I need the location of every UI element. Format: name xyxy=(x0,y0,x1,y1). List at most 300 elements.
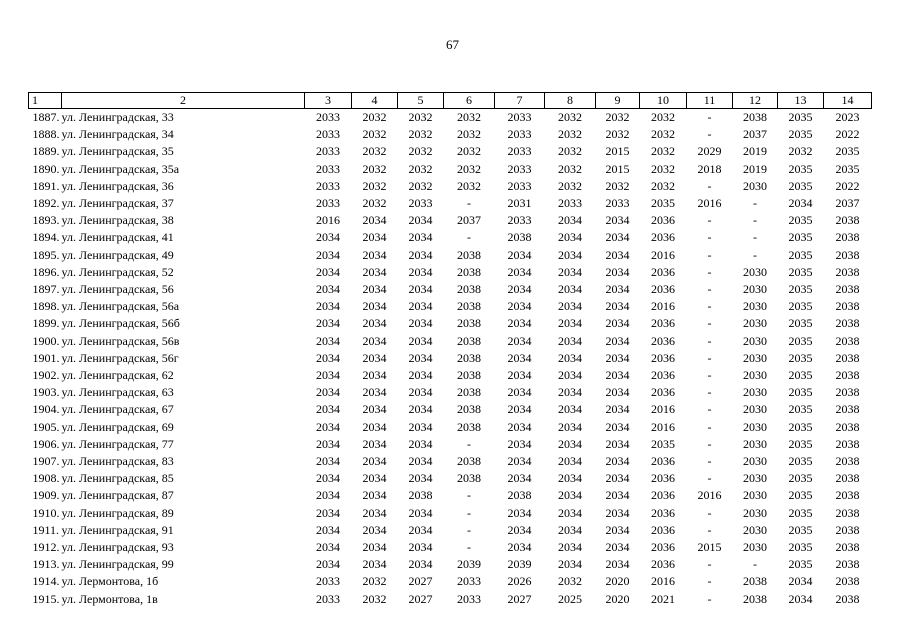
year-cell: 2034 xyxy=(605,230,630,245)
table-row xyxy=(29,350,872,367)
table-row xyxy=(29,505,872,522)
year-cell: 2034 xyxy=(408,213,433,228)
table-row xyxy=(29,247,872,264)
year-cell: 2034 xyxy=(316,488,340,503)
year-cell: 2030 xyxy=(743,540,767,555)
year-cell: 2034 xyxy=(408,247,433,262)
year-cell: 2034 xyxy=(558,419,582,434)
year-cell: 2034 xyxy=(605,264,630,279)
year-cell: - xyxy=(467,196,471,211)
year-cell: 2035 xyxy=(788,127,813,142)
address-cell: ул. Ленинградская, 41 xyxy=(61,230,174,245)
year-cell: 2034 xyxy=(408,436,433,451)
year-cell: 2029 xyxy=(697,144,722,159)
year-cell: - xyxy=(707,299,712,314)
year-cell: - xyxy=(467,488,471,503)
row-number: 1891. xyxy=(32,178,60,193)
table-row xyxy=(29,436,872,453)
year-cell: 2035 xyxy=(788,282,813,297)
year-cell: 2038 xyxy=(835,591,860,606)
table-row xyxy=(29,212,872,229)
year-cell: 2036 xyxy=(651,522,675,537)
year-cell: - xyxy=(707,230,712,245)
year-cell: 2036 xyxy=(651,488,675,503)
year-cell: 2032 xyxy=(408,144,433,159)
year-cell: 2034 xyxy=(408,540,433,555)
year-cell: - xyxy=(707,333,712,348)
year-cell: 2030 xyxy=(743,264,767,279)
year-cell: 2019 xyxy=(743,144,767,159)
header-row xyxy=(29,93,872,109)
address-cell: ул. Ленинградская, 67 xyxy=(61,402,174,417)
year-cell: 2038 xyxy=(835,333,860,348)
year-cell: 2034 xyxy=(605,540,630,555)
row-number: 1888. xyxy=(32,127,60,142)
year-cell: 2020 xyxy=(605,591,630,606)
year-cell: 2035 xyxy=(788,230,813,245)
year-cell: 2032 xyxy=(408,110,433,124)
year-cell: 2032 xyxy=(362,110,387,124)
year-cell: 2034 xyxy=(408,230,433,245)
year-cell: 2033 xyxy=(457,574,481,589)
year-cell: - xyxy=(707,316,712,331)
year-cell: 2038 xyxy=(835,454,860,469)
year-cell: 2036 xyxy=(651,385,675,400)
year-cell: 2016 xyxy=(697,488,722,503)
column-header: 10 xyxy=(640,93,687,109)
year-cell: 2034 xyxy=(408,402,433,417)
year-cell: 2035 xyxy=(788,161,813,176)
year-cell: 2035 xyxy=(788,385,813,400)
year-cell: 2038 xyxy=(457,454,481,469)
year-cell: 2038 xyxy=(457,368,481,383)
year-cell: 2034 xyxy=(316,333,340,348)
year-cell: 2038 xyxy=(457,385,481,400)
year-cell: 2038 xyxy=(408,488,433,503)
year-cell: 2034 xyxy=(788,196,813,211)
year-cell: 2034 xyxy=(605,471,630,486)
year-cell: - xyxy=(753,196,757,211)
year-cell: 2034 xyxy=(316,402,340,417)
year-cell: 2038 xyxy=(835,505,860,520)
year-cell: 2034 xyxy=(605,402,630,417)
row-number: 1894. xyxy=(32,230,60,245)
year-cell: 2036 xyxy=(651,454,675,469)
year-cell: 2018 xyxy=(697,161,722,176)
year-cell: 2030 xyxy=(743,333,767,348)
year-cell: 2038 xyxy=(835,574,860,589)
year-cell: 2036 xyxy=(651,264,675,279)
year-cell: 2035 xyxy=(788,178,813,193)
year-cell: 2025 xyxy=(558,591,582,606)
year-cell: 2038 xyxy=(507,230,532,245)
year-cell: 2036 xyxy=(651,333,675,348)
row-number: 1913. xyxy=(32,557,60,572)
year-cell: 2034 xyxy=(316,540,340,555)
year-cell: 2023 xyxy=(835,110,860,124)
row-number: 1912. xyxy=(32,540,60,555)
year-cell: 2036 xyxy=(651,316,675,331)
year-cell: 2034 xyxy=(316,282,340,297)
table-row xyxy=(29,143,872,160)
year-cell: 2034 xyxy=(558,402,582,417)
column-header: 2 xyxy=(62,93,305,109)
year-cell: 2034 xyxy=(507,471,532,486)
year-cell: 2035 xyxy=(788,522,813,537)
year-cell: 2034 xyxy=(408,454,433,469)
year-cell: 2034 xyxy=(558,540,582,555)
year-cell: 2030 xyxy=(743,522,767,537)
address-cell: ул. Ленинградская, 91 xyxy=(61,522,174,537)
row-number: 1887. xyxy=(32,110,60,124)
year-cell: 2016 xyxy=(651,419,675,434)
year-cell: 2032 xyxy=(605,110,630,124)
year-cell: 2032 xyxy=(558,178,582,193)
table-row xyxy=(29,470,872,487)
year-cell: 2038 xyxy=(457,402,481,417)
row-number: 1910. xyxy=(32,505,60,520)
year-cell: - xyxy=(707,454,712,469)
year-cell: 2035 xyxy=(788,368,813,383)
year-cell: 2033 xyxy=(316,127,340,142)
row-number: 1893. xyxy=(32,213,60,228)
year-cell: 2015 xyxy=(697,540,722,555)
year-cell: 2033 xyxy=(507,178,532,193)
year-cell: 2034 xyxy=(605,488,630,503)
year-cell: 2032 xyxy=(362,591,387,606)
year-cell: 2034 xyxy=(362,333,387,348)
year-cell: 2031 xyxy=(507,196,532,211)
year-cell: 2034 xyxy=(362,247,387,262)
year-cell: - xyxy=(467,230,471,245)
table-row xyxy=(29,384,872,401)
year-cell: 2035 xyxy=(788,213,813,228)
year-cell: 2030 xyxy=(743,368,767,383)
year-cell: - xyxy=(707,282,712,297)
year-cell: 2033 xyxy=(316,178,340,193)
row-number: 1897. xyxy=(32,282,60,297)
column-header: 1 xyxy=(29,93,62,109)
year-cell: 2030 xyxy=(743,402,767,417)
year-cell: - xyxy=(707,522,712,537)
year-cell: 2030 xyxy=(743,436,767,451)
year-cell: 2034 xyxy=(316,522,340,537)
year-cell: 2033 xyxy=(316,591,340,606)
table-row xyxy=(29,298,872,315)
year-cell: - xyxy=(707,436,712,451)
year-cell: 2030 xyxy=(743,350,767,365)
year-cell: 2032 xyxy=(651,161,675,176)
year-cell: 2034 xyxy=(605,436,630,451)
address-cell: ул. Ленинградская, 69 xyxy=(61,419,174,434)
year-cell: 2038 xyxy=(835,488,860,503)
year-cell: 2032 xyxy=(457,110,481,124)
year-cell: 2030 xyxy=(743,454,767,469)
year-cell: 2036 xyxy=(651,368,675,383)
table-row xyxy=(29,573,872,590)
year-cell: 2038 xyxy=(743,574,767,589)
year-cell: 2034 xyxy=(605,213,630,228)
year-cell: 2034 xyxy=(362,454,387,469)
year-cell: 2038 xyxy=(457,299,481,314)
year-cell: 2034 xyxy=(408,557,433,572)
year-cell: 2016 xyxy=(697,196,722,211)
year-cell: 2034 xyxy=(605,350,630,365)
year-cell: 2038 xyxy=(835,402,860,417)
year-cell: 2034 xyxy=(408,368,433,383)
year-cell: 2034 xyxy=(408,385,433,400)
year-cell: 2019 xyxy=(743,161,767,176)
year-cell: 2034 xyxy=(605,419,630,434)
table-row xyxy=(29,161,872,178)
year-cell: 2038 xyxy=(457,350,481,365)
year-cell: 2034 xyxy=(316,230,340,245)
year-cell: 2038 xyxy=(457,419,481,434)
year-cell: 2038 xyxy=(507,488,532,503)
row-number: 1898. xyxy=(32,299,60,314)
year-cell: 2038 xyxy=(835,247,860,262)
year-cell: 2038 xyxy=(835,350,860,365)
year-cell: 2035 xyxy=(788,402,813,417)
year-cell: 2034 xyxy=(362,419,387,434)
table-row xyxy=(29,522,872,539)
year-cell: - xyxy=(707,368,712,383)
year-cell: 2038 xyxy=(835,436,860,451)
year-cell: 2038 xyxy=(835,419,860,434)
year-cell: - xyxy=(707,127,712,142)
year-cell: 2032 xyxy=(651,127,675,142)
year-cell: 2032 xyxy=(558,574,582,589)
page-number: 67 xyxy=(446,37,459,52)
year-cell: 2033 xyxy=(316,574,340,589)
column-header: 11 xyxy=(687,93,733,109)
year-cell: 2034 xyxy=(605,505,630,520)
year-cell: 2034 xyxy=(507,419,532,434)
year-cell: 2034 xyxy=(558,488,582,503)
year-cell: 2036 xyxy=(651,350,675,365)
year-cell: 2016 xyxy=(316,213,340,228)
year-cell: 2035 xyxy=(788,419,813,434)
column-header: 12 xyxy=(733,93,778,109)
address-cell: ул. Ленинградская, 37 xyxy=(61,196,174,211)
year-cell: 2032 xyxy=(457,144,481,159)
year-cell: 2035 xyxy=(788,454,813,469)
year-cell: 2034 xyxy=(362,471,387,486)
year-cell: 2032 xyxy=(605,127,630,142)
year-cell: 2034 xyxy=(507,522,532,537)
year-cell: 2034 xyxy=(362,488,387,503)
year-cell: 2016 xyxy=(651,402,675,417)
year-cell: 2038 xyxy=(835,316,860,331)
year-cell: - xyxy=(707,110,712,124)
address-cell: ул. Лермонтова, 1в xyxy=(61,591,158,606)
year-cell: 2034 xyxy=(605,282,630,297)
year-cell: 2033 xyxy=(316,196,340,211)
address-cell: ул. Ленинградская, 34 xyxy=(61,127,174,142)
row-number: 1903. xyxy=(32,385,60,400)
year-cell: 2034 xyxy=(558,333,582,348)
year-cell: 2038 xyxy=(835,368,860,383)
year-cell: - xyxy=(707,471,712,486)
year-cell: 2030 xyxy=(743,471,767,486)
year-cell: 2035 xyxy=(835,144,860,159)
year-cell: 2030 xyxy=(743,316,767,331)
year-cell: 2034 xyxy=(558,368,582,383)
year-cell: 2020 xyxy=(605,574,630,589)
year-cell: 2034 xyxy=(507,385,532,400)
year-cell: 2034 xyxy=(362,522,387,537)
year-cell: 2034 xyxy=(507,402,532,417)
year-cell: 2034 xyxy=(362,436,387,451)
year-cell: 2034 xyxy=(362,505,387,520)
table-row xyxy=(29,195,872,212)
year-cell: 2034 xyxy=(558,282,582,297)
year-cell: 2032 xyxy=(362,161,387,176)
year-cell: 2034 xyxy=(362,350,387,365)
year-cell: 2038 xyxy=(835,299,860,314)
year-cell: 2032 xyxy=(558,161,582,176)
year-cell: 2034 xyxy=(605,454,630,469)
table-row xyxy=(29,315,872,332)
column-header: 3 xyxy=(305,93,352,109)
year-cell: 2033 xyxy=(507,213,532,228)
address-cell: ул. Ленинградская, 52 xyxy=(61,264,174,279)
year-cell: 2030 xyxy=(743,282,767,297)
year-cell: 2034 xyxy=(558,213,582,228)
table-row xyxy=(29,556,872,573)
year-cell: 2035 xyxy=(835,161,860,176)
year-cell: 2022 xyxy=(835,178,860,193)
year-cell: 2036 xyxy=(651,282,675,297)
year-cell: 2034 xyxy=(362,299,387,314)
table-row xyxy=(29,367,872,384)
year-cell: 2032 xyxy=(362,178,387,193)
year-cell: 2035 xyxy=(651,196,675,211)
row-number: 1906. xyxy=(32,436,60,451)
year-cell: 2034 xyxy=(316,557,340,572)
year-cell: 2034 xyxy=(507,282,532,297)
year-cell: - xyxy=(707,557,712,572)
year-cell: 2034 xyxy=(507,333,532,348)
year-cell: 2035 xyxy=(788,350,813,365)
year-cell: 2032 xyxy=(558,144,582,159)
year-cell: 2036 xyxy=(651,230,675,245)
column-header: 8 xyxy=(545,93,596,109)
year-cell: 2016 xyxy=(651,247,675,262)
column-header: 5 xyxy=(398,93,444,109)
year-cell: - xyxy=(753,213,757,228)
year-cell: 2035 xyxy=(788,247,813,262)
year-cell: 2034 xyxy=(558,299,582,314)
year-cell: 2034 xyxy=(408,316,433,331)
year-cell: 2015 xyxy=(605,144,630,159)
year-cell: 2034 xyxy=(316,419,340,434)
year-cell: 2032 xyxy=(651,178,675,193)
year-cell: - xyxy=(707,264,712,279)
row-number: 1904. xyxy=(32,402,60,417)
year-cell: 2033 xyxy=(507,161,532,176)
address-cell: ул. Ленинградская, 35а xyxy=(61,161,180,176)
year-cell: 2032 xyxy=(362,574,387,589)
year-cell: 2034 xyxy=(362,316,387,331)
year-cell: 2034 xyxy=(558,247,582,262)
address-cell: ул. Ленинградская, 93 xyxy=(61,540,174,555)
year-cell: - xyxy=(753,230,757,245)
year-cell: 2034 xyxy=(316,436,340,451)
column-header: 14 xyxy=(824,93,872,109)
year-cell: 2032 xyxy=(457,178,481,193)
table-row xyxy=(29,539,872,556)
table-row xyxy=(29,333,872,350)
year-cell: 2034 xyxy=(605,368,630,383)
year-cell: 2035 xyxy=(788,436,813,451)
table-row xyxy=(29,126,872,143)
year-cell: 2034 xyxy=(605,557,630,572)
address-cell: ул. Ленинградская, 56в xyxy=(61,333,180,348)
year-cell: - xyxy=(467,540,471,555)
year-cell: - xyxy=(467,505,471,520)
year-cell: 2034 xyxy=(605,299,630,314)
table-row xyxy=(29,487,872,504)
column-header: 7 xyxy=(495,93,545,109)
year-cell: 2034 xyxy=(316,471,340,486)
year-cell: 2034 xyxy=(316,385,340,400)
year-cell: 2034 xyxy=(507,247,532,262)
year-cell: 2015 xyxy=(605,161,630,176)
year-cell: 2036 xyxy=(651,505,675,520)
year-cell: 2027 xyxy=(507,591,532,606)
year-cell: 2035 xyxy=(651,436,675,451)
year-cell: 2035 xyxy=(788,264,813,279)
year-cell: 2030 xyxy=(743,419,767,434)
year-cell: 2038 xyxy=(743,110,767,124)
address-cell: ул. Ленинградская, 85 xyxy=(61,471,174,486)
row-number: 1900. xyxy=(32,333,60,348)
year-cell: 2032 xyxy=(362,196,387,211)
table-body xyxy=(29,109,872,608)
address-cell: ул. Ленинградская, 83 xyxy=(61,454,174,469)
year-cell: 2034 xyxy=(408,264,433,279)
year-cell: 2034 xyxy=(558,230,582,245)
table-row xyxy=(29,229,872,246)
year-cell: 2034 xyxy=(316,247,340,262)
year-cell: 2016 xyxy=(651,574,675,589)
address-cell: ул. Ленинградская, 38 xyxy=(61,213,174,228)
year-cell: 2035 xyxy=(788,488,813,503)
year-cell: 2032 xyxy=(457,127,481,142)
year-cell: 2026 xyxy=(507,574,532,589)
year-cell: 2033 xyxy=(316,110,340,124)
year-cell: - xyxy=(467,522,471,537)
year-cell: 2038 xyxy=(835,213,860,228)
table-row xyxy=(29,109,872,127)
year-cell: 2027 xyxy=(408,591,433,606)
schedule-table xyxy=(28,92,872,608)
year-cell: 2034 xyxy=(558,350,582,365)
year-cell: 2037 xyxy=(835,196,860,211)
address-cell: ул. Ленинградская, 77 xyxy=(61,436,174,451)
year-cell: 2033 xyxy=(408,196,433,211)
year-cell: - xyxy=(707,419,712,434)
year-cell: 2037 xyxy=(743,127,767,142)
year-cell: - xyxy=(707,213,712,228)
year-cell: 2038 xyxy=(835,282,860,297)
row-number: 1899. xyxy=(32,316,60,331)
address-cell: ул. Ленинградская, 36 xyxy=(61,178,174,193)
year-cell: 2033 xyxy=(605,196,630,211)
year-cell: - xyxy=(707,350,712,365)
year-cell: 2034 xyxy=(558,505,582,520)
